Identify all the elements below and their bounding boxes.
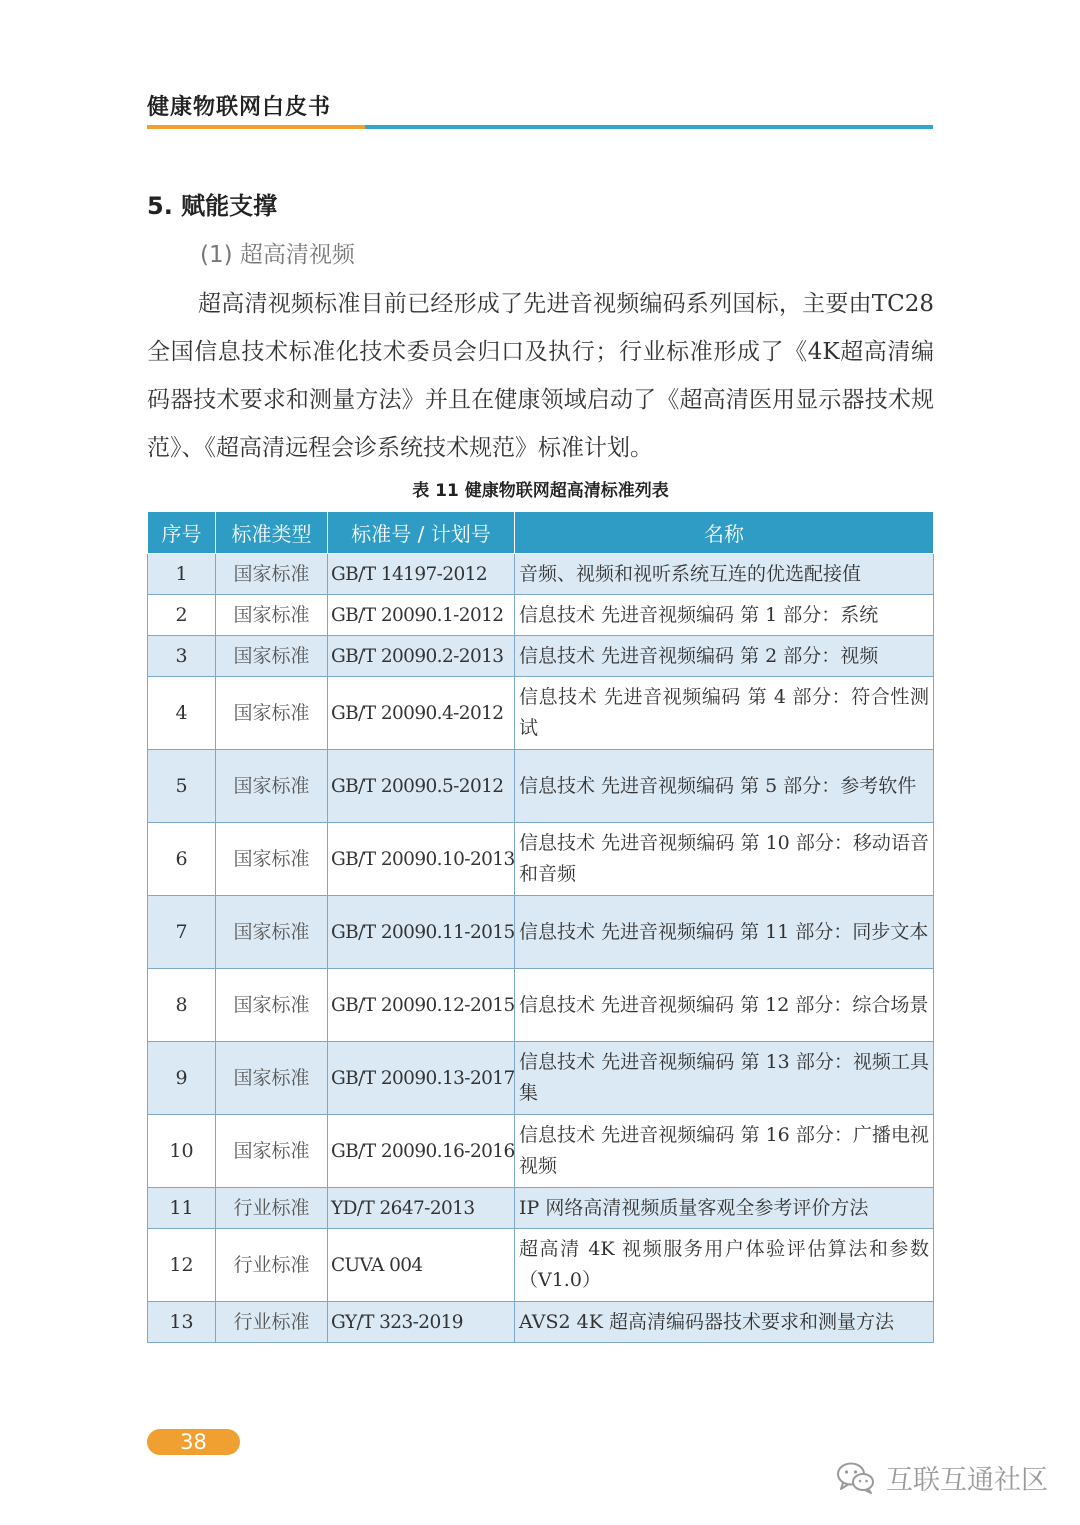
table-row	[148, 554, 934, 595]
cell-index: 9	[148, 1042, 216, 1115]
cell-index: 5	[148, 750, 216, 823]
cell-standard-type: 国家标准	[216, 595, 328, 636]
cell-index: 4	[148, 677, 216, 750]
table-row	[148, 750, 934, 823]
cell-index: 10	[148, 1115, 216, 1188]
cell-standard-type: 国家标准	[216, 823, 328, 896]
table-row	[148, 636, 934, 677]
cell-index: 7	[148, 896, 216, 969]
table-row	[148, 823, 934, 896]
table-row	[148, 896, 934, 969]
header-rule-blue	[365, 125, 933, 129]
cell-standard-type: 行业标准	[216, 1188, 328, 1229]
cell-index: 11	[148, 1188, 216, 1229]
table-row	[148, 1042, 934, 1115]
cell-standard-type: 国家标准	[216, 1042, 328, 1115]
cell-standard-number: GB/T 20090.4-2012	[328, 677, 515, 750]
cell-standard-type: 国家标准	[216, 750, 328, 823]
cell-index: 8	[148, 969, 216, 1042]
cell-standard-number: GB/T 20090.16-2016	[328, 1115, 515, 1188]
page-number: 38	[147, 1429, 240, 1455]
cell-standard-number: CUVA 004	[328, 1229, 515, 1302]
cell-standard-number: GB/T 20090.10-2013	[328, 823, 515, 896]
subsection-title: (1) 超高清视频	[200, 242, 355, 268]
table-row	[148, 1302, 934, 1343]
cell-standard-type: 行业标准	[216, 1302, 328, 1343]
watermark	[836, 1458, 1048, 1497]
wechat-icon	[836, 1461, 876, 1495]
table-row	[148, 1188, 934, 1229]
section-title: 5. 赋能支撑	[147, 192, 278, 220]
cell-standard-number: GB/T 20090.2-2013	[328, 636, 515, 677]
cell-name: 信息技术 先进音视频编码 第 13 部分：视频工具集	[515, 1042, 934, 1115]
cell-name: 信息技术 先进音视频编码 第 4 部分：符合性测试	[515, 677, 934, 750]
cell-index: 6	[148, 823, 216, 896]
cell-name: 信息技术 先进音视频编码 第 12 部分：综合场景	[515, 969, 934, 1042]
cell-standard-number: GB/T 20090.5-2012	[328, 750, 515, 823]
cell-standard-number: GB/T 20090.11-2015	[328, 896, 515, 969]
table-row	[148, 677, 934, 750]
cell-name: 信息技术 先进音视频编码 第 2 部分：视频	[515, 636, 934, 677]
cell-name: 信息技术 先进音视频编码 第 11 部分：同步文本	[515, 896, 934, 969]
cell-standard-type: 国家标准	[216, 1115, 328, 1188]
table-row	[148, 595, 934, 636]
header-index: 序号	[148, 512, 216, 554]
cell-standard-type: 国家标准	[216, 677, 328, 750]
cell-name: 信息技术 先进音视频编码 第 1 部分：系统	[515, 595, 934, 636]
cell-name: 信息技术 先进音视频编码 第 16 部分：广播电视视频	[515, 1115, 934, 1188]
watermark-text: 互联互通社区	[886, 1465, 1048, 1496]
cell-standard-number: GY/T 323-2019	[328, 1302, 515, 1343]
cell-standard-type: 国家标准	[216, 636, 328, 677]
table-caption: 表 11 健康物联网超高清标准列表	[412, 481, 669, 501]
header-standard-type: 标准类型	[216, 512, 328, 554]
cell-standard-type: 国家标准	[216, 896, 328, 969]
body-paragraph: 超高清视频标准目前已经形成了先进音视频编码系列国标，主要由TC28 全国信息技术标准化技术委员会归口及执行；行业标准形成了《4K超高清编码器技术要求和测量方法》并且在健康领域启动了《超高清医用显示器技术规范》、《超高清远程会诊系统技术规范》标准计划。	[147, 291, 934, 461]
cell-standard-number: YD/T 2647-2013	[328, 1188, 515, 1229]
cell-name: 超高清 4K 视频服务用户体验评估算法和参数（V1.0）	[515, 1229, 934, 1302]
cell-standard-number: GB/T 20090.12-2015	[328, 969, 515, 1042]
header-rule-orange	[147, 125, 365, 129]
table-header-row	[148, 512, 934, 554]
cell-standard-type: 国家标准	[216, 969, 328, 1042]
cell-index: 12	[148, 1229, 216, 1302]
cell-index: 3	[148, 636, 216, 677]
cell-index: 2	[148, 595, 216, 636]
cell-standard-number: GB/T 14197-2012	[328, 554, 515, 595]
cell-standard-type: 国家标准	[216, 554, 328, 595]
header-standard-number: 标准号 / 计划号	[328, 512, 515, 554]
table-row	[148, 969, 934, 1042]
cell-standard-type: 行业标准	[216, 1229, 328, 1302]
table-row	[148, 1229, 934, 1302]
table-row	[148, 1115, 934, 1188]
cell-name: IP 网络高清视频质量客观全参考评价方法	[515, 1188, 934, 1229]
cell-name: 信息技术 先进音视频编码 第 5 部分：参考软件	[515, 750, 934, 823]
cell-name: AVS2 4K 超高清编码器技术要求和测量方法	[515, 1302, 934, 1343]
cell-index: 13	[148, 1302, 216, 1343]
standards-table	[147, 511, 934, 1343]
cell-standard-number: GB/T 20090.1-2012	[328, 595, 515, 636]
running-header-title: 健康物联网白皮书	[147, 95, 332, 120]
header-name: 名称	[515, 512, 934, 554]
cell-name: 信息技术 先进音视频编码 第 10 部分：移动语音和音频	[515, 823, 934, 896]
cell-standard-number: GB/T 20090.13-2017	[328, 1042, 515, 1115]
cell-index: 1	[148, 554, 216, 595]
cell-name: 音频、视频和视听系统互连的优选配接值	[515, 554, 934, 595]
